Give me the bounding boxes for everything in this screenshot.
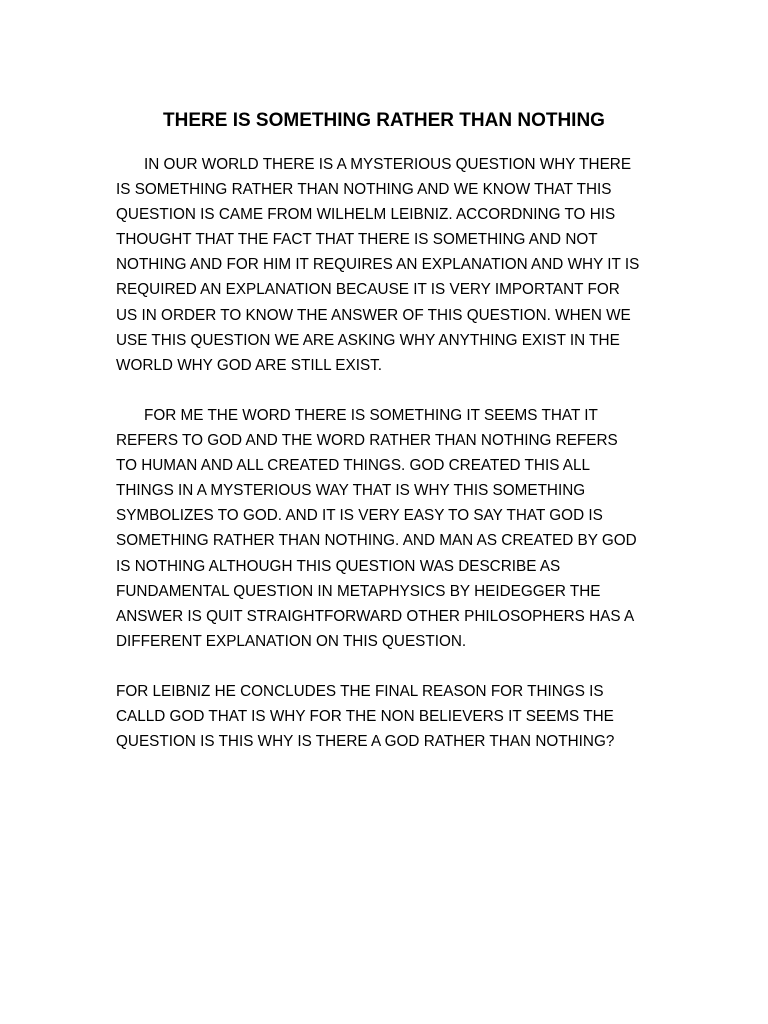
text-line: DIFFERENT EXPLANATION ON THIS QUESTION. [116,632,467,650]
paragraph-2 [116,403,661,654]
text-line: THINGS IN A MYSTERIOUS WAY THAT IS WHY THIS SOMETHING [116,482,586,500]
text-line: FOR LEIBNIZ HE CONCLUDES THE FINAL REASON FOR THINGS IS [116,682,604,700]
text-line: US IN ORDER TO KNOW THE ANSWER OF THIS QUESTION. WHEN WE [116,306,631,324]
text-line: TO HUMAN AND ALL CREATED THINGS. GOD CREATED THIS ALL [116,457,591,475]
paragraph-3 [116,679,661,754]
text-line: SOMETHING RATHER THAN NOTHING. AND MAN AS CREATED BY GOD [116,532,637,550]
text-line: FOR ME THE WORD THERE IS SOMETHING IT SEEMS THAT IT [144,406,598,424]
text-line: WORLD WHY GOD ARE STILL EXIST. [116,356,383,374]
text-line: THOUGHT THAT THE FACT THAT THERE IS SOMETHING AND NOT [116,231,598,249]
text-line: REFERS TO GOD AND THE WORD RATHER THAN NOTHING REFERS [116,432,618,450]
paragraph-1 [116,152,661,378]
text-line: IN OUR WORLD THERE IS A MYSTERIOUS QUESTION WHY THERE [144,156,632,173]
text-line: CALLD GOD THAT IS WHY FOR THE NON BELIEVERS IT SEEMS THE [116,708,614,726]
text-line: USE THIS QUESTION WE ARE ASKING WHY ANYTHING EXIST IN THE [116,331,620,349]
document-title: THERE IS SOMETHING RATHER THAN NOTHING [163,110,605,131]
text-line: FUNDAMENTAL QUESTION IN METAPHYSICS BY HEIDEGGER THE [116,582,601,600]
text-line: REQUIRED AN EXPLANATION BECAUSE IT IS VERY IMPORTANT FOR [116,281,620,299]
text-line: IS SOMETHING RATHER THAN NOTHING AND WE KNOW THAT THIS [116,181,612,199]
text-line: QUESTION IS THIS WHY IS THERE A GOD RATHER THAN NOTHING? [116,733,615,751]
text-line: QUESTION IS CAME FROM WILHELM LEIBNIZ. ACCORDNING TO HIS [116,206,616,224]
text-line: SYMBOLIZES TO GOD. AND IT IS VERY EASY TO SAY THAT GOD IS [116,507,603,525]
text-line: IS NOTHING ALTHOUGH THIS QUESTION WAS DESCRIBE AS [116,557,561,575]
document-body [116,152,661,779]
text-line: NOTHING AND FOR HIM IT REQUIRES AN EXPLANATION AND WHY IT IS [116,256,640,274]
text-line: ANSWER IS QUIT STRAIGHTFORWARD OTHER PHILOSOPHERS HAS A [116,607,635,625]
